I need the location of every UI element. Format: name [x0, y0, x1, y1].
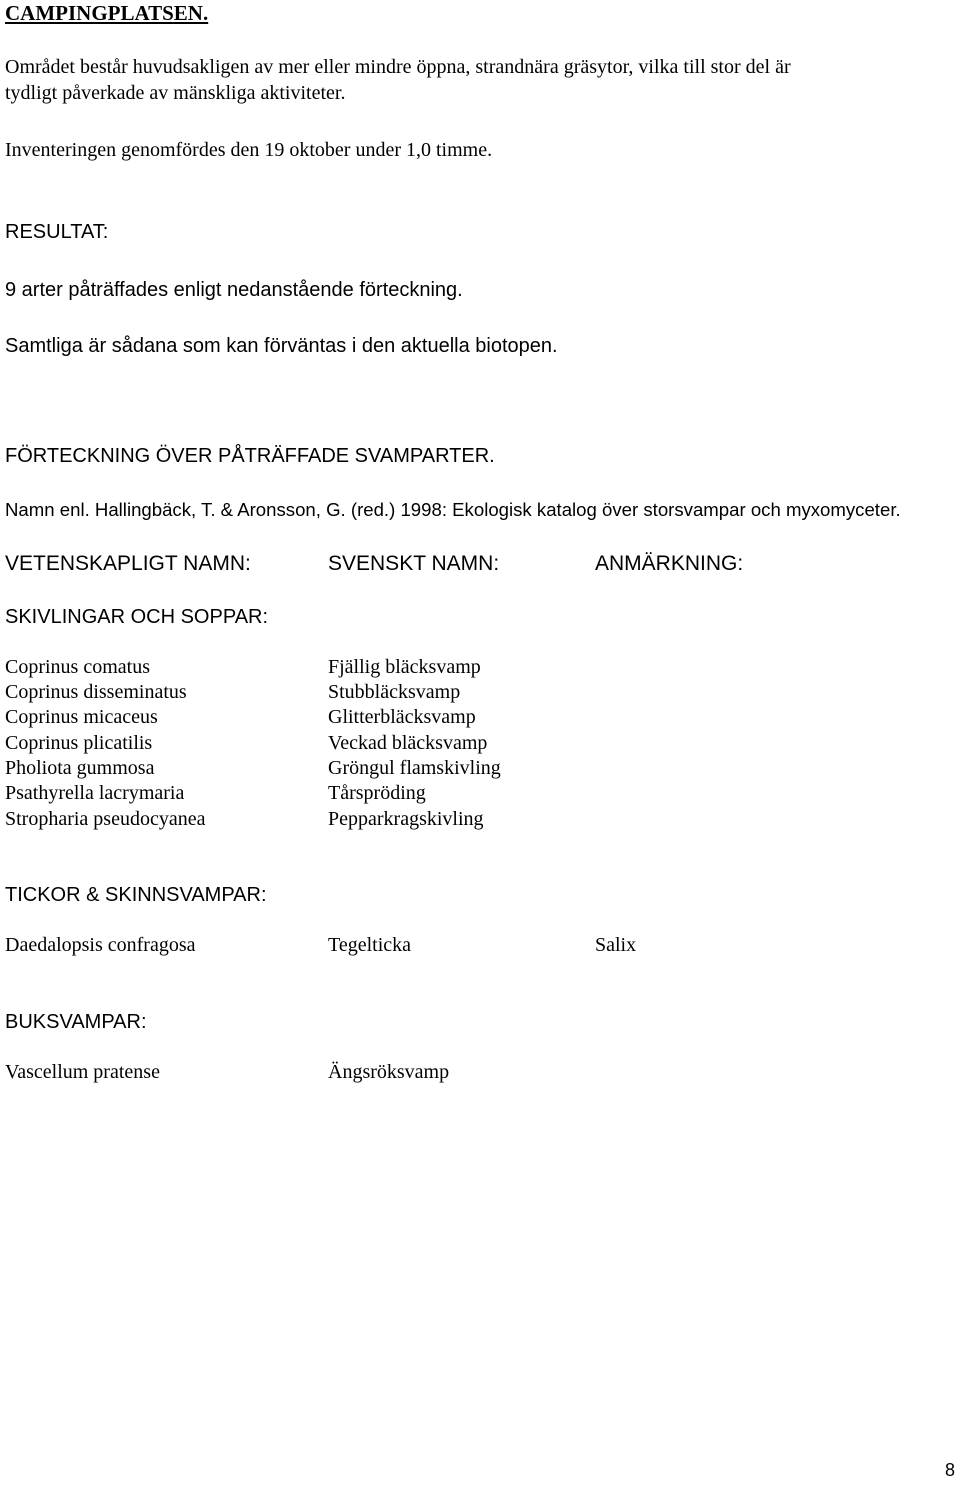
section-heading-polypores: TICKOR & SKINNSVAMPAR: — [5, 884, 267, 906]
scientific-name: Stropharia pseudocyanea — [5, 808, 206, 830]
species-list-heading: FÖRTECKNING ÖVER PÅTRÄFFADE SVAMPARTER. — [5, 445, 495, 467]
swedish-name: Tegelticka — [328, 934, 411, 956]
page-number: 8 — [945, 1460, 956, 1480]
page-title: CAMPINGPLATSEN. — [5, 1, 209, 25]
swedish-name: Tårspröding — [328, 782, 426, 804]
inventory-text: Inventeringen genomfördes den 19 oktober under 1,0 timme. — [5, 139, 493, 161]
scientific-name: Coprinus disseminatus — [5, 681, 187, 703]
result-text-line-1: 9 arter påträffades enligt nedanstående förteckning. — [5, 279, 463, 301]
section-heading-puffballs: BUKSVAMPAR: — [5, 1011, 147, 1033]
swedish-name: Pepparkragskivling — [328, 808, 484, 830]
column-header-note: ANMÄRKNING: — [595, 552, 744, 575]
scientific-name: Coprinus comatus — [5, 656, 150, 678]
reference-text: Namn enl. Hallingbäck, T. & Aronsson, G. (red.) 1998: Ekologisk katalog över storsvampar och myxomyceter. — [5, 499, 901, 520]
swedish-name: Gröngul flamskivling — [328, 757, 501, 779]
result-heading: RESULTAT: — [5, 221, 109, 243]
swedish-name: Stubbläcksvamp — [328, 681, 461, 703]
column-header-scientific-name: VETENSKAPLIGT NAMN: — [5, 552, 251, 575]
swedish-name: Glitterbläcksvamp — [328, 706, 476, 728]
scientific-name: Daedalopsis confragosa — [5, 934, 196, 956]
note: Salix — [595, 934, 637, 956]
intro-text-line-1: Området består huvudsakligen av mer eller mindre öppna, strandnära gräsytor, vilka till stor del är — [5, 56, 791, 78]
swedish-name: Veckad bläcksvamp — [328, 732, 488, 754]
scientific-name: Vascellum pratense — [5, 1061, 160, 1083]
scientific-name: Pholiota gummosa — [5, 757, 155, 779]
section-heading-gilled-and-boletes: SKIVLINGAR OCH SOPPAR: — [5, 606, 269, 628]
scientific-name: Coprinus plicatilis — [5, 732, 153, 754]
result-text-line-2: Samtliga är sådana som kan förväntas i den aktuella biotopen. — [5, 335, 558, 357]
swedish-name: Ängsröksvamp — [328, 1061, 450, 1083]
column-header-swedish-name: SVENSKT NAMN: — [328, 552, 500, 575]
swedish-name: Fjällig bläcksvamp — [328, 656, 481, 678]
scientific-name: Coprinus micaceus — [5, 706, 158, 728]
intro-text-line-2: tydligt påverkade av mänskliga aktiviteter. — [5, 82, 346, 104]
scientific-name: Psathyrella lacrymaria — [5, 782, 185, 804]
